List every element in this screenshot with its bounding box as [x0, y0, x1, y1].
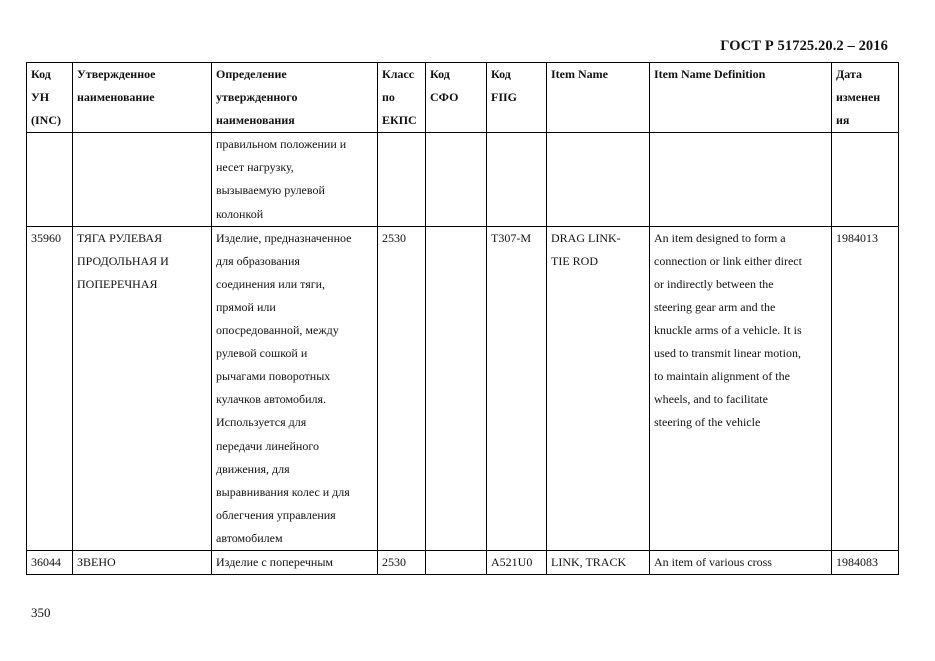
cell-definition: Изделие с поперечным: [212, 550, 378, 574]
column-header-item-definition: Item Name Definition: [650, 63, 832, 133]
column-header-class: Класс по ЕКПС: [378, 63, 426, 133]
cell-sfo: [426, 226, 487, 550]
cell-fiig: T307-M: [487, 226, 547, 550]
page-number: 350: [31, 605, 51, 620]
table-row: [27, 133, 899, 226]
column-header-definition: Определение утвержденного наименования: [212, 63, 378, 133]
cell-inc: 36044: [27, 550, 73, 574]
cell-item-name: LINK, TRACK: [547, 550, 650, 574]
cell-class: 2530: [378, 226, 426, 550]
column-header-date: Дата изменен ия: [832, 63, 899, 133]
cell-item-name: DRAG LINK- TIE ROD: [547, 226, 650, 550]
cell-approved-name: ТЯГА РУЛЕВАЯ ПРОДОЛЬНАЯ И ПОПЕРЕЧНАЯ: [73, 226, 212, 550]
cell-item-name: [547, 133, 650, 226]
column-header-sfo: Код СФО: [426, 63, 487, 133]
column-header-inc: Код УН (INC): [27, 63, 73, 133]
column-header-fiig: Код FIIG: [487, 63, 547, 133]
cell-sfo: [426, 133, 487, 226]
column-header-item-name: Item Name: [547, 63, 650, 133]
cell-fiig: A521U0: [487, 550, 547, 574]
cell-date: 1984013: [832, 226, 899, 550]
column-header-approved-name: Утвержденное наименование: [73, 63, 212, 133]
cell-approved-name: [73, 133, 212, 226]
document-header: ГОСТ Р 51725.20.2 – 2016: [720, 38, 888, 54]
cell-date: [832, 133, 899, 226]
table-header-row: [27, 63, 899, 133]
cell-inc: 35960: [27, 226, 73, 550]
cell-definition: правильном положении и несет нагрузку, вызываемую рулевой колонкой: [212, 133, 378, 226]
cell-sfo: [426, 550, 487, 574]
table-row: [27, 550, 899, 574]
cell-item-definition: An item designed to form a connection or link either direct or indirectly between the steering gear arm and the knuckle arms of a vehicle. It is used to transmit linear motion, to maintain alignment of the wheels, and to facilitate steering of the vehicle: [650, 226, 832, 550]
cell-item-definition: An item of various cross: [650, 550, 832, 574]
nomenclature-table: [26, 62, 899, 575]
cell-definition: Изделие, предназначенное для образования соединения или тяги, прямой или опосредованной, между рулевой сошкой и рычагами поворотных кулачков автомобиля. Используется для передачи линейного движения, для выравнивания колес и для облегчения управления автомобилем: [212, 226, 378, 550]
cell-fiig: [487, 133, 547, 226]
cell-class: [378, 133, 426, 226]
cell-date: 1984083: [832, 550, 899, 574]
cell-class: 2530: [378, 550, 426, 574]
table-row: [27, 226, 899, 550]
cell-approved-name: ЗВЕНО: [73, 550, 212, 574]
cell-item-definition: [650, 133, 832, 226]
cell-inc: [27, 133, 73, 226]
